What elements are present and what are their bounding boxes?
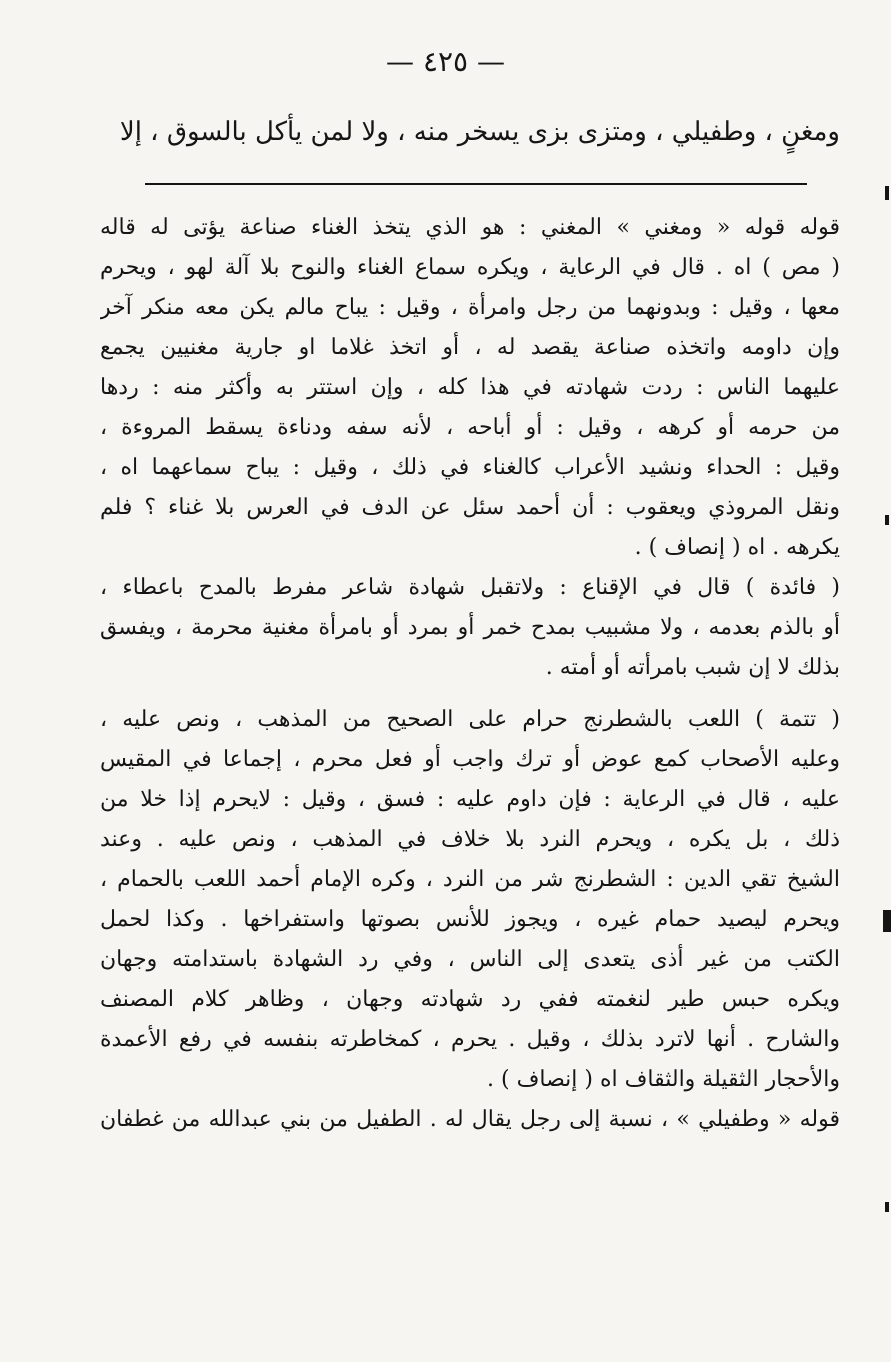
page-number: — ٤٢٥ — — [386, 45, 505, 78]
text-line: ويكره حبس طير لنغمته ففي رد شهادته وجهان ، وظاهر كلام المصنف — [100, 987, 840, 1012]
text-line: وقيل : الحداء ونشيد الأعراب كالغناء في ذلك ، وقيل : يباح سماعهما اه ، — [100, 455, 840, 480]
text-line: ( فائدة ) قال في الإقناع : ولاتقبل شهادة شاعر مفرط بالمدح باعطاء ، — [100, 575, 840, 600]
text-line: ( مص ) اه . قال في الرعاية ، ويكره سماع الغناء والنوح بلا آلة لهو ، ويحرم — [100, 255, 840, 280]
text-line: أو بالذم بعدمه ، ولا مشبيب بمدح خمر أو بمرد أو بامرأة مغنية محرمة ، ويفسق — [100, 615, 840, 640]
main-text-line: ومغنٍ ، وطفيلي ، ومتزى بزى يسخر منه ، ولا لمن يأكل بالسوق ، إلا — [119, 117, 840, 147]
text-line: ذلك ، بل يكره ، ويحرم النرد بلا خلاف في المذهب ، ونص عليه . وعند — [100, 827, 840, 852]
text-line: بذلك لا إن شبب بامرأته أو أمته . — [545, 655, 840, 680]
text-line: قوله « وطفيلي » ، نسبة إلى رجل يقال له . الطفيل من بني عبدالله من غطفان — [100, 1107, 840, 1132]
text-line: قوله قوله « ومغني » المغني : هو الذي يتخذ الغناء صناعة يؤتى له قاله — [100, 215, 840, 240]
text-line: الشيخ تقي الدين : الشطرنج شر من النرد ، وكره الإمام أحمد اللعب بالحمام ، — [100, 867, 840, 892]
text-line: يكرهه . اه ( إنصاف ) . — [634, 535, 840, 560]
text-line: ( تتمة ) اللعب بالشطرنج حرام على الصحيح من المذهب ، ونص عليه ، — [100, 707, 840, 732]
commentary-section — [100, 208, 840, 1140]
commentary-paragraph-supplement — [100, 700, 840, 1100]
text-line: وعليه الأصحاب كمع عوض أو ترك واجب أو فعل محرم ، إجماعا في المقيس — [100, 747, 840, 772]
margin-mark — [885, 1202, 889, 1212]
commentary-paragraph-singer — [100, 208, 840, 568]
margin-mark — [885, 186, 889, 200]
text-line: عليه ، قال في الرعاية : فإن داوم عليه : فسق ، وقيل : لايحرم إذا خلا من — [100, 787, 840, 812]
separator-rule — [145, 183, 807, 185]
text-line: من حرمه أو كرهه ، وقيل : أو أباحه ، لأنه سفه ودناءة يسقط المروءة ، — [100, 415, 840, 440]
text-line: ويحرم ليصيد حمام غيره ، ويجوز للأنس بصوتها واستفراخها . وكذا لحمل — [100, 907, 840, 932]
text-line: والأحجار الثقيلة والثقاف اه ( إنصاف ) . — [487, 1067, 840, 1092]
margin-mark — [885, 515, 889, 525]
text-line: معها ، وقيل : وبدونهما من رجل وامرأة ، وقيل : يباح مالم يكن معه منكر آخر — [100, 295, 840, 320]
paragraph-gap — [100, 688, 840, 700]
text-line: وإن داومه واتخذه صناعة يقصد له ، أو اتخذ غلاما او جارية مغنيين يجمع — [100, 335, 840, 360]
text-line: عليهما الناس : ردت شهادته في هذا كله ، وإن استتر به وأكثر منه : ردها — [100, 375, 840, 400]
margin-mark — [883, 910, 891, 932]
commentary-paragraph-parasite — [100, 1100, 840, 1140]
text-line: الكتب من غير أذى يتعدى إلى الناس ، وفي رد الشهادة باستدامته وجهان — [100, 947, 840, 972]
text-line: والشارح . أنها لاترد بذلك ، وقيل . يحرم ، كمخاطرته بنفسه في رفع الأعمدة — [100, 1027, 840, 1052]
text-line: ونقل المروذي ويعقوب : أن أحمد سئل عن الدف في العرس بلا غناء ؟ فلم — [100, 495, 840, 520]
commentary-paragraph-benefit — [100, 568, 840, 688]
